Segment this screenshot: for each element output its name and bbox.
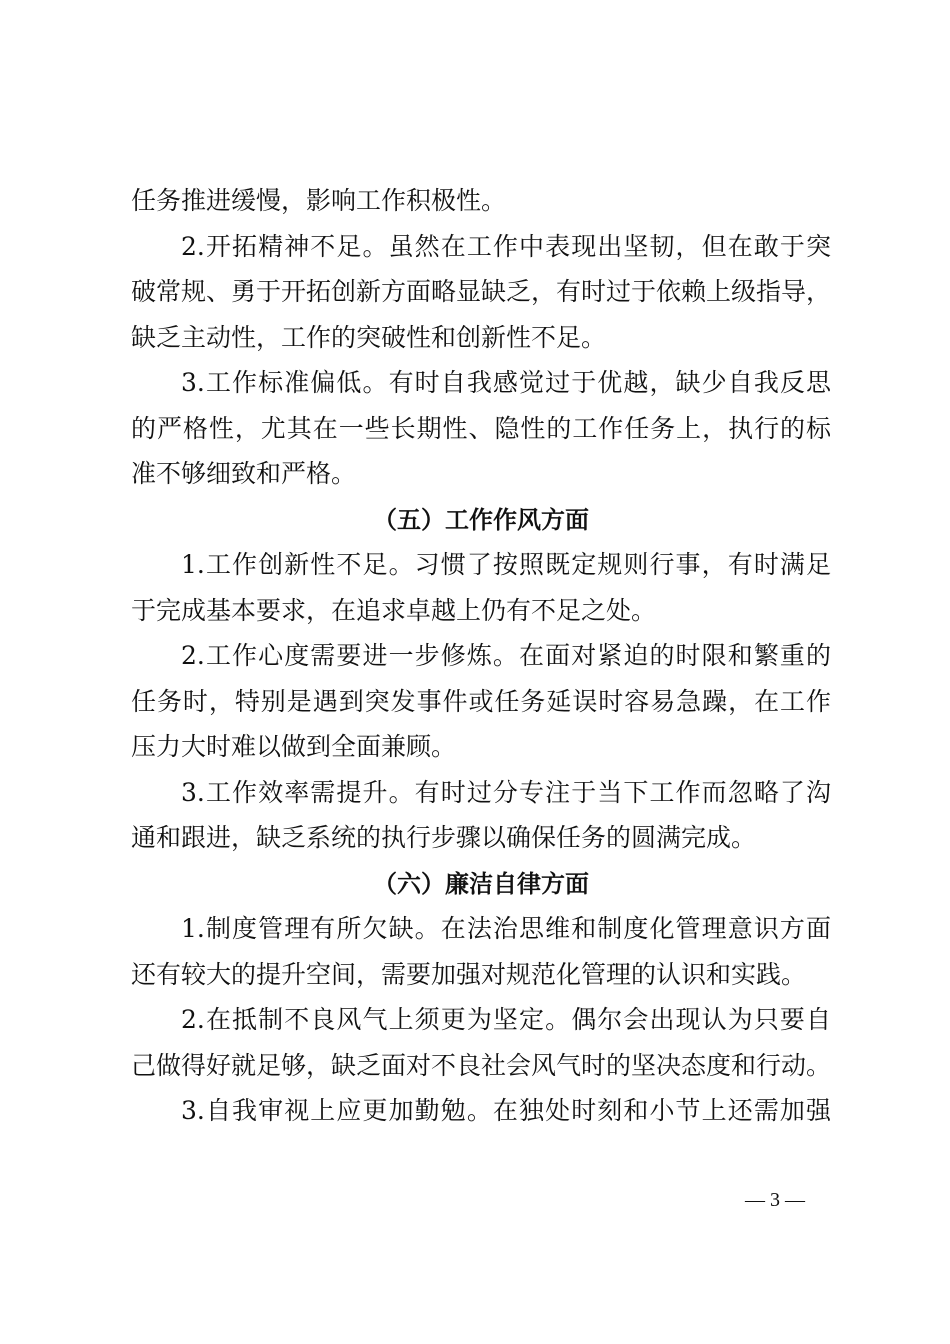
paragraph-line: 缺乏主动性，工作的突破性和创新性不足。 [131, 322, 607, 352]
paragraph-line: 任务推进缓慢，影响工作积极性。 [131, 186, 507, 215]
paragraph-line: 2.在抵制不良风气上须更为坚定。偶尔会出现认为只要自 [181, 1005, 831, 1034]
paragraph-line: 3.自我审视上应更加勤勉。在独处时刻和小节上还需加强 [181, 1096, 831, 1125]
section-heading-integrity: （六）廉洁自律方面 [373, 868, 589, 898]
paragraph-line: 还有较大的提升空间，需要加强对规范化管理的认识和实践。 [131, 959, 807, 989]
paragraph-line: 1.制度管理有所欠缺。在法治思维和制度化管理意识方面 [181, 914, 831, 943]
page-number: — 3 — [745, 1189, 805, 1211]
paragraph-line: 3.工作效率需提升。有时过分专注于当下工作而忽略了沟 [181, 777, 831, 807]
paragraph-line: 压力大时难以做到全面兼顾。 [131, 732, 457, 761]
paragraph-line: 2.开拓精神不足。虽然在工作中表现出坚韧，但在敢于突 [181, 231, 831, 261]
paragraph-line: 3.工作标准偏低。有时自我感觉过于优越，缺少自我反思 [181, 368, 831, 397]
paragraph-line: 1.工作创新性不足。习惯了按照既定规则行事，有时满足 [181, 550, 831, 579]
document-body [131, 178, 831, 1134]
section-heading-work-style: （五）工作作风方面 [373, 504, 589, 534]
paragraph-line: 准不够细致和严格。 [131, 459, 357, 488]
paragraph-line: 2.工作心度需要进一步修炼。在面对紧迫的时限和繁重的 [181, 641, 831, 670]
paragraph-line: 己做得好就足够，缺乏面对不良社会风气时的坚决态度和行动。 [131, 1050, 832, 1080]
paragraph-line: 破常规、勇于开拓创新方面略显缺乏，有时过于依赖上级指导， [131, 277, 832, 306]
paragraph-line: 于完成基本要求，在追求卓越上仍有不足之处。 [131, 595, 657, 625]
paragraph-line: 任务时，特别是遇到突发事件或任务延误时容易急躁，在工作 [131, 686, 831, 716]
paragraph-line: 的严格性，尤其在一些长期性、隐性的工作任务上，执行的标 [131, 413, 831, 443]
paragraph-line: 通和跟进，缺乏系统的执行步骤以确保任务的圆满完成。 [131, 823, 757, 852]
